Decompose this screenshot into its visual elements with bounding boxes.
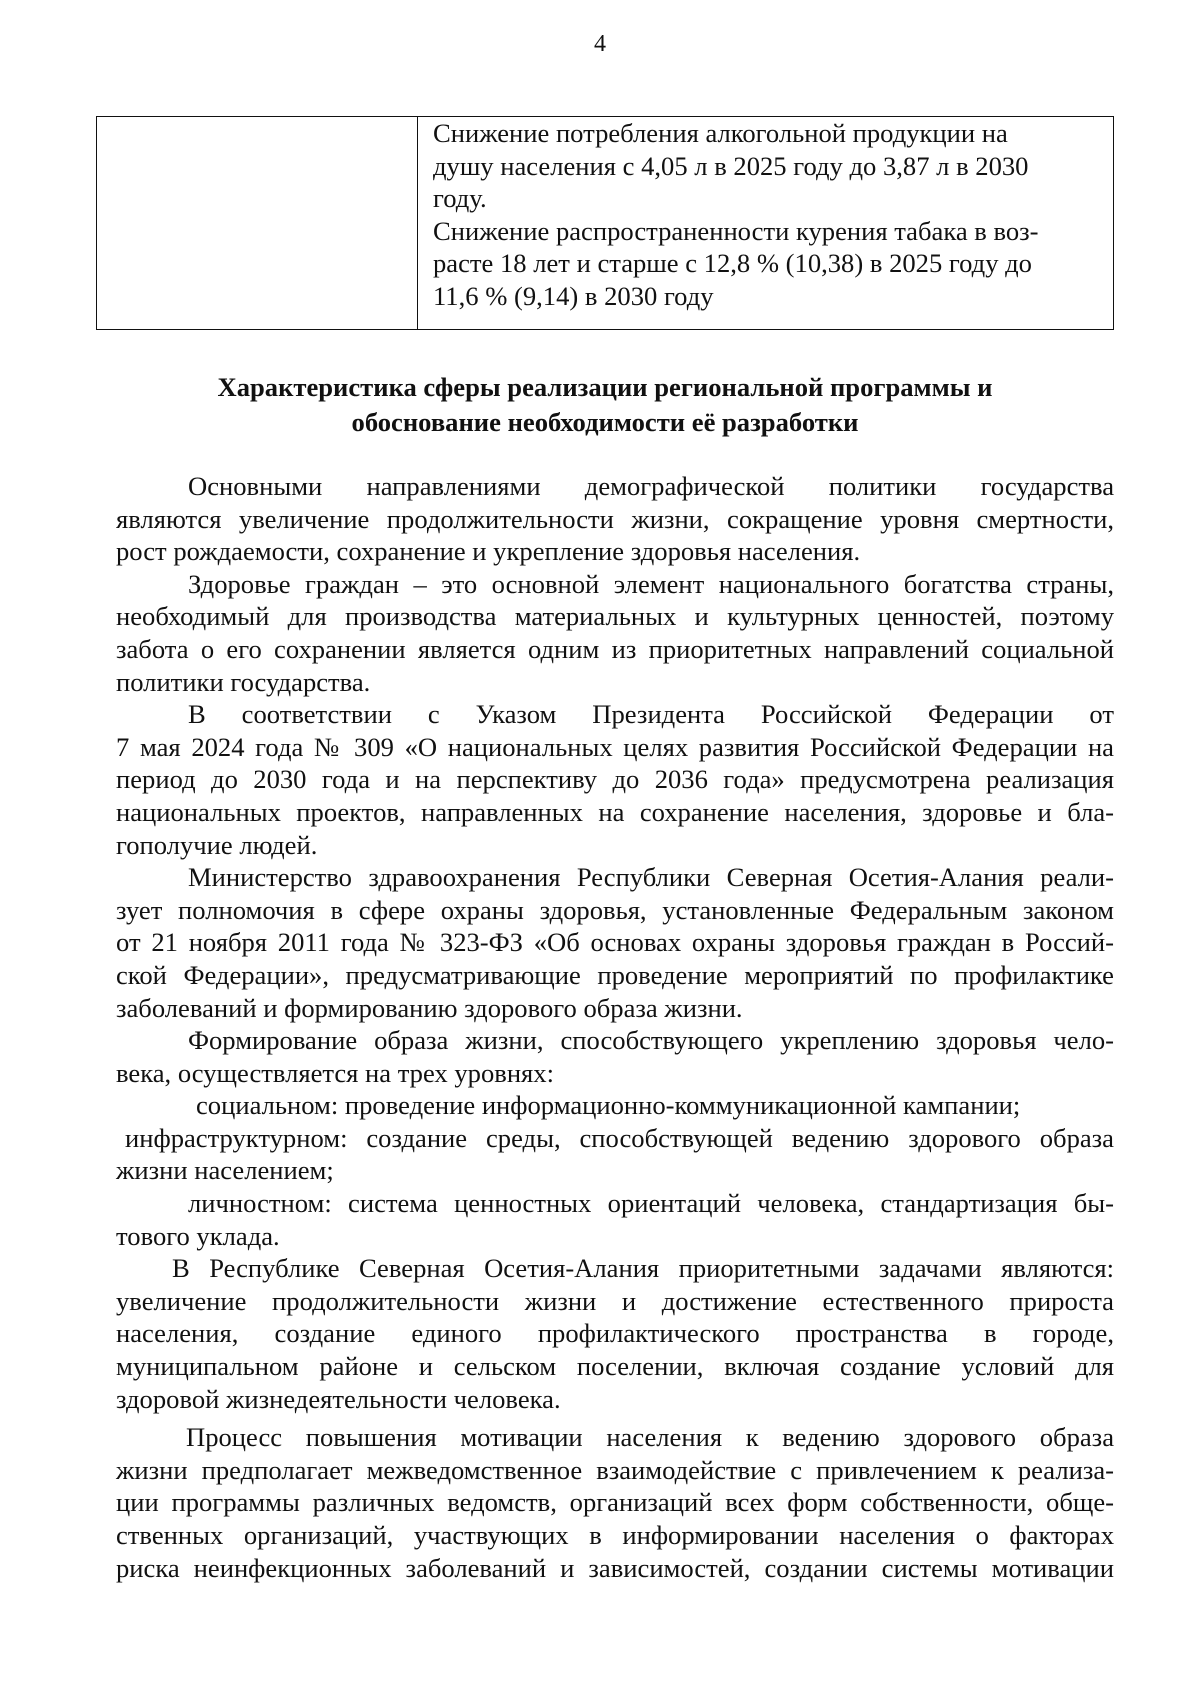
paragraph-line: социальном: проведение информационно-коммуникационной кампании; (196, 1090, 1021, 1121)
table-cell-empty (97, 117, 418, 330)
section-title-line: обоснование необходимости её разработки (351, 407, 859, 437)
paragraph-line: жизни населением; (116, 1155, 334, 1186)
paragraph-line: гополучие людей. (116, 829, 318, 860)
table-cell-targets (418, 117, 1114, 330)
paragraph-line: рост рождаемости, сохранение и укрепление здоровья населения. (116, 536, 861, 567)
paragraph-line: Здоровье граждан – это основной элемент национального богатства страны, (188, 568, 1114, 599)
table-cell-line: расте 18 лет и старше с 12,8 % (10,38) в 2025 году до (433, 248, 1032, 278)
table-row (97, 117, 1114, 330)
paragraph-line: ской Федерации», предусматривающие проведение мероприятий по профилактике (116, 959, 1114, 990)
table-cell-line: душу населения с 4,05 л в 2025 году до 3,87 л в 2030 (433, 150, 1029, 181)
paragraph-line: период до 2030 года и на перспективу до 2036 года» предусмотрена реализация (116, 764, 1114, 795)
paragraph-line: населения, создание единого профилактического пространства в городе, (116, 1318, 1114, 1349)
continuation-table (96, 116, 1114, 330)
paragraph-line: ции программы различных ведомств, организаций всех форм собственности, обще- (116, 1487, 1114, 1518)
paragraph-line: Основными направлениями демографической политики государства (188, 471, 1114, 501)
paragraph-line: Министерство здравоохранения Республики Северная Осетия-Алания реали- (188, 862, 1114, 893)
table-cell-line: 11,6 % (9,14) в 2030 году (433, 280, 714, 311)
paragraph-line: увеличение продолжительности жизни и достижение естественного прироста (116, 1285, 1114, 1316)
paragraph-line: муниципальном районе и сельском поселении, включая создание условий для (116, 1351, 1114, 1382)
paragraph-line: 7 мая 2024 года № 309 «О национальных целях развития Российской Федерации на (116, 731, 1114, 762)
paragraph-line: являются увеличение продолжительности жизни, сокращение уровня смертности, (116, 503, 1114, 534)
section-title-line: Характеристика сферы реализации региональной программы и (217, 372, 993, 402)
table-cell-line: Снижение потребления алкогольной продукции на (433, 118, 1008, 148)
paragraph-line: заболеваний и формированию здорового образа жизни. (116, 992, 743, 1023)
paragraph-line: Формирование образа жизни, способствующего укреплению здоровья чело- (188, 1025, 1114, 1056)
paragraph-line: ственных организаций, участвующих в информировании населения о факторах (116, 1520, 1114, 1550)
paragraph-line: В соответствии с Указом Президента Российской Федерации от (188, 699, 1114, 730)
paragraph-line: необходимый для производства материальных и культурных ценностей, поэтому (116, 601, 1114, 632)
table-cell-line: году. (433, 183, 487, 213)
paragraph-line: инфраструктурном: создание среды, способствующей ведению здорового образа (125, 1122, 1114, 1153)
paragraph-line: жизни предполагает межведомственное взаимодействие с привлечением к реализа- (116, 1454, 1114, 1485)
paragraph-line: от 21 ноября 2011 года № 323-ФЗ «Об основах охраны здоровья граждан в Россий- (116, 927, 1114, 958)
paragraph-line: политики государства. (116, 666, 371, 697)
section-title (96, 370, 1114, 440)
paragraph-line: национальных проектов, направленных на сохранение населения, здоровье и бла- (116, 796, 1114, 827)
paragraph-line: риска неинфекционных заболеваний и зависимостей, создании системы мотивации (116, 1552, 1114, 1583)
paragraph-line: тового уклада. (116, 1220, 280, 1251)
paragraph-line: Процесс повышения мотивации населения к ведению здорового образа (186, 1422, 1114, 1453)
paragraph-line: личностном: система ценностных ориентаций человека, стандартизация бы- (188, 1188, 1114, 1219)
table-cell-line: Снижение распространенности курения табака в воз- (433, 215, 1039, 246)
paragraph-line: века, осуществляется на трех уровнях: (116, 1057, 554, 1088)
body-text (116, 470, 1114, 1584)
paragraph-line: В Республике Северная Осетия-Алания приоритетными задачами являются: (172, 1253, 1114, 1284)
paragraph-line: забота о его сохранении является одним из приоритетных направлений социальной (116, 633, 1114, 664)
paragraph-line: зует полномочия в сфере охраны здоровья, установленные Федеральным законом (116, 894, 1114, 925)
paragraph-line: здоровой жизнедеятельности человека. (116, 1383, 561, 1414)
page-number: 4 (594, 31, 606, 57)
